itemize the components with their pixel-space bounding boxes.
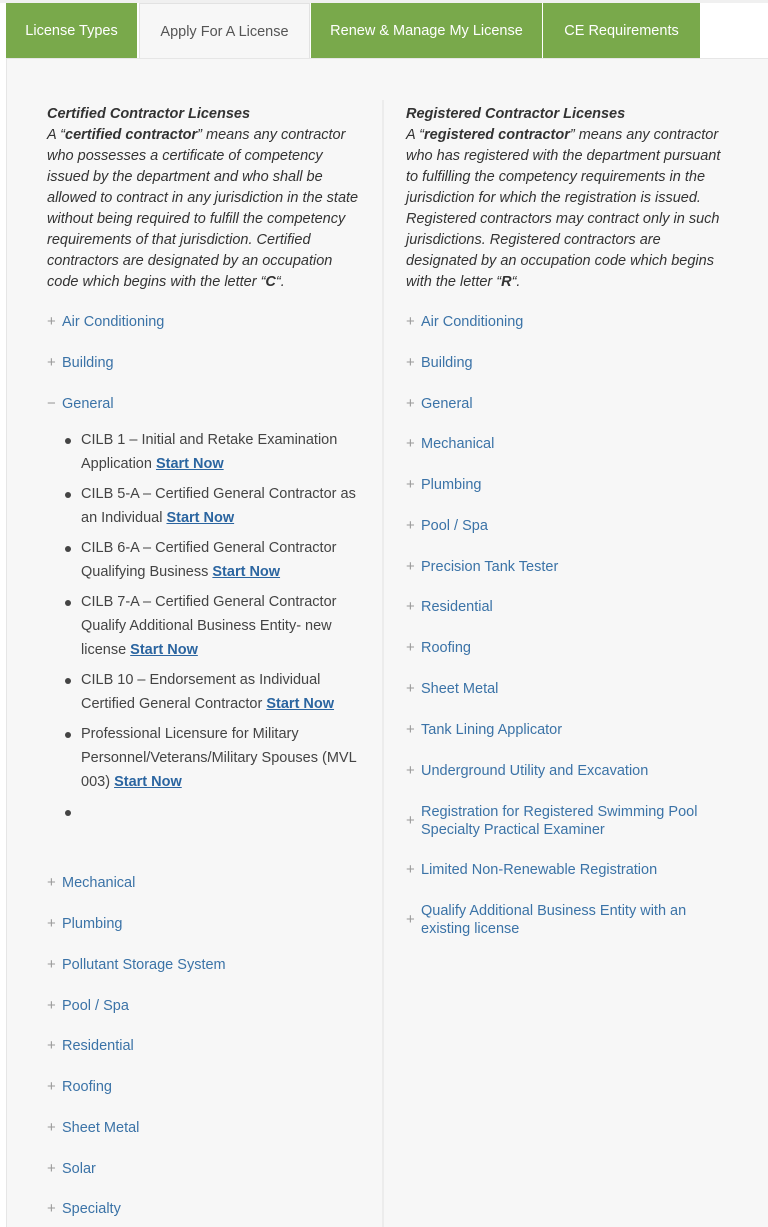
- plus-icon: +: [406, 558, 415, 575]
- accordion-label: Solar: [62, 1161, 96, 1177]
- plus-icon: +: [47, 1200, 56, 1217]
- accordion-certified-pollutant-storage[interactable]: [47, 956, 226, 974]
- column-divider: [382, 100, 384, 1227]
- list-item-empty: [63, 800, 363, 824]
- plus-icon: +: [406, 861, 415, 878]
- desc-text: ” means any contractor who possesses a certificate of competency issued by the department and who shall be allowed to contract in any jurisdiction in the state without being required to fulfill the competency requirements of that jurisdiction. Certified contractors are designated by an occupation code which begins with the letter “: [47, 127, 359, 290]
- start-now-link[interactable]: Start Now: [166, 510, 235, 526]
- accordion-registered-tank-lining[interactable]: [406, 721, 562, 739]
- accordion-label: Building: [421, 355, 473, 371]
- tab-bar: [0, 0, 768, 60]
- accordion-certified-mechanical[interactable]: [47, 874, 135, 892]
- accordion-label: Registration for Registered Swimming Pool Specialty Practical Examiner: [421, 804, 698, 838]
- accordion-label: Roofing: [62, 1079, 112, 1095]
- list-item: [63, 668, 363, 716]
- accordion-label: Pollutant Storage System: [62, 957, 226, 973]
- accordion-certified-specialty[interactable]: [47, 1200, 121, 1218]
- accordion-label: General: [421, 396, 473, 412]
- accordion-label: Precision Tank Tester: [421, 559, 559, 575]
- list-item: [63, 482, 363, 530]
- accordion-certified-air-conditioning[interactable]: [47, 313, 164, 331]
- accordion-registered-underground-utility[interactable]: [406, 762, 648, 780]
- accordion-registered-building[interactable]: [406, 354, 473, 372]
- plus-icon: +: [406, 313, 415, 330]
- accordion-label: Residential: [62, 1038, 134, 1054]
- plus-icon: +: [406, 680, 415, 697]
- plus-icon: +: [406, 721, 415, 738]
- plus-icon: +: [47, 874, 56, 891]
- desc-letter: C: [265, 274, 276, 290]
- accordion-label: Air Conditioning: [62, 314, 165, 330]
- plus-icon: +: [406, 762, 415, 779]
- accordion-registered-limited-non-renewable[interactable]: [406, 861, 657, 879]
- accordion-registered-qualify-additional[interactable]: [406, 902, 726, 938]
- list-item-text: Professional Licensure for Military Personnel/Veterans/Military Spouses (MVL 003): [81, 726, 357, 790]
- accordion-certified-roofing[interactable]: [47, 1078, 112, 1096]
- accordion-label: General: [62, 396, 114, 412]
- list-item-text: CILB 1 – Initial and Retake Examination Application: [81, 432, 338, 472]
- accordion-label: Air Conditioning: [421, 314, 524, 330]
- plus-icon: +: [47, 1078, 56, 1095]
- plus-icon: +: [47, 1160, 56, 1177]
- plus-icon: +: [47, 1119, 56, 1136]
- accordion-label: Pool / Spa: [62, 998, 129, 1014]
- plus-icon: +: [406, 395, 415, 412]
- accordion-label: Specialty: [62, 1201, 121, 1217]
- accordion-label: Mechanical: [62, 875, 136, 891]
- accordion-label: Plumbing: [62, 916, 123, 932]
- accordion-label: Qualify Additional Business Entity with an existing license: [421, 903, 687, 937]
- plus-icon: +: [406, 812, 415, 829]
- plus-icon: +: [406, 517, 415, 534]
- tab-ce-requirements[interactable]: CE Requirements: [543, 3, 700, 58]
- accordion-registered-precision-tank-tester[interactable]: [406, 558, 558, 576]
- plus-icon: +: [47, 915, 56, 932]
- accordion-certified-building[interactable]: [47, 354, 114, 372]
- plus-icon: +: [47, 1037, 56, 1054]
- list-item-text: CILB 7-A – Certified General Contractor Qualify Additional Business Entity- new license: [81, 594, 337, 658]
- tab-license-types[interactable]: License Types: [6, 3, 137, 58]
- accordion-label: Limited Non-Renewable Registration: [421, 862, 658, 878]
- desc-text: ” means any contractor who has registered with the department pursuant to fulfilling the competency requirements in the jurisdiction for which the registration is issued. Registered contractors may contract only in such jurisdictions. Registered contractors are designated by an occupation code which begins with the letter “: [406, 127, 721, 290]
- accordion-registered-residential[interactable]: [406, 598, 493, 616]
- accordion-registered-general[interactable]: [406, 395, 473, 413]
- general-license-list: [63, 428, 363, 830]
- tab-renew-manage-license[interactable]: Renew & Manage My License: [311, 3, 542, 58]
- accordion-certified-plumbing[interactable]: [47, 915, 122, 933]
- start-now-link[interactable]: Start Now: [212, 564, 281, 580]
- registered-heading: Registered Contractor Licenses: [406, 106, 626, 122]
- plus-icon: +: [406, 639, 415, 656]
- list-item-text: CILB 10 – Endorsement as Individual Certified General Contractor: [81, 672, 321, 712]
- list-item: [63, 428, 363, 476]
- accordion-label: Roofing: [421, 640, 471, 656]
- certified-description: [47, 125, 367, 293]
- list-item: [63, 590, 363, 662]
- accordion-label: Building: [62, 355, 114, 371]
- desc-text: A “: [47, 127, 65, 143]
- plus-icon: +: [406, 911, 415, 928]
- accordion-label: Tank Lining Applicator: [421, 722, 563, 738]
- desc-text: A “: [406, 127, 424, 143]
- accordion-label: Residential: [421, 599, 493, 615]
- desc-text: “.: [275, 274, 285, 290]
- accordion-registered-roofing[interactable]: [406, 639, 471, 657]
- tab-apply-for-a-license[interactable]: Apply For A License: [139, 3, 310, 59]
- certified-heading: Certified Contractor Licenses: [47, 106, 251, 122]
- registered-column: [406, 104, 726, 293]
- certified-column: [47, 104, 367, 293]
- desc-term: certified contractor: [65, 127, 198, 143]
- plus-icon: +: [406, 598, 415, 615]
- accordion-registered-pool-examiner[interactable]: [406, 803, 726, 839]
- accordion-registered-air-conditioning[interactable]: [406, 313, 523, 331]
- accordion-label: Plumbing: [421, 477, 482, 493]
- start-now-link[interactable]: Start Now: [130, 642, 198, 658]
- list-item: [63, 536, 363, 584]
- plus-icon: +: [47, 997, 56, 1014]
- plus-icon: +: [47, 956, 56, 973]
- desc-text: “.: [511, 274, 521, 290]
- start-now-link[interactable]: Start Now: [266, 696, 335, 712]
- plus-icon: +: [47, 354, 56, 371]
- plus-icon: +: [406, 354, 415, 371]
- accordion-registered-plumbing[interactable]: [406, 476, 481, 494]
- accordion-label: Pool / Spa: [421, 518, 488, 534]
- list-item-text: CILB 6-A – Certified General Contractor Qualifying Business: [81, 540, 337, 580]
- accordion-label: Sheet Metal: [62, 1120, 140, 1136]
- accordion-certified-residential[interactable]: [47, 1037, 134, 1055]
- accordion-certified-solar[interactable]: [47, 1160, 96, 1178]
- accordion-certified-pool-spa[interactable]: [47, 997, 129, 1015]
- start-now-link[interactable]: Start Now: [114, 774, 182, 790]
- start-now-link[interactable]: Start Now: [155, 456, 224, 472]
- plus-icon: +: [47, 313, 56, 330]
- desc-letter: R: [501, 274, 512, 290]
- accordion-registered-mechanical[interactable]: [406, 435, 494, 453]
- accordion-registered-sheet-metal[interactable]: [406, 680, 498, 698]
- registered-description: [406, 125, 726, 293]
- accordion-label: Sheet Metal: [421, 681, 499, 697]
- accordion-registered-pool-spa[interactable]: [406, 517, 488, 535]
- accordion-label: Mechanical: [421, 436, 495, 452]
- plus-icon: +: [406, 435, 415, 452]
- minus-icon: −: [47, 395, 56, 412]
- accordion-certified-general[interactable]: [47, 395, 114, 413]
- desc-term: registered contractor: [424, 127, 570, 143]
- accordion-certified-sheet-metal[interactable]: [47, 1119, 139, 1137]
- plus-icon: +: [406, 476, 415, 493]
- list-item: [63, 722, 363, 794]
- list-item-text: CILB 5-A – Certified General Contractor as an Individual: [81, 486, 356, 526]
- accordion-label: Underground Utility and Excavation: [421, 763, 649, 779]
